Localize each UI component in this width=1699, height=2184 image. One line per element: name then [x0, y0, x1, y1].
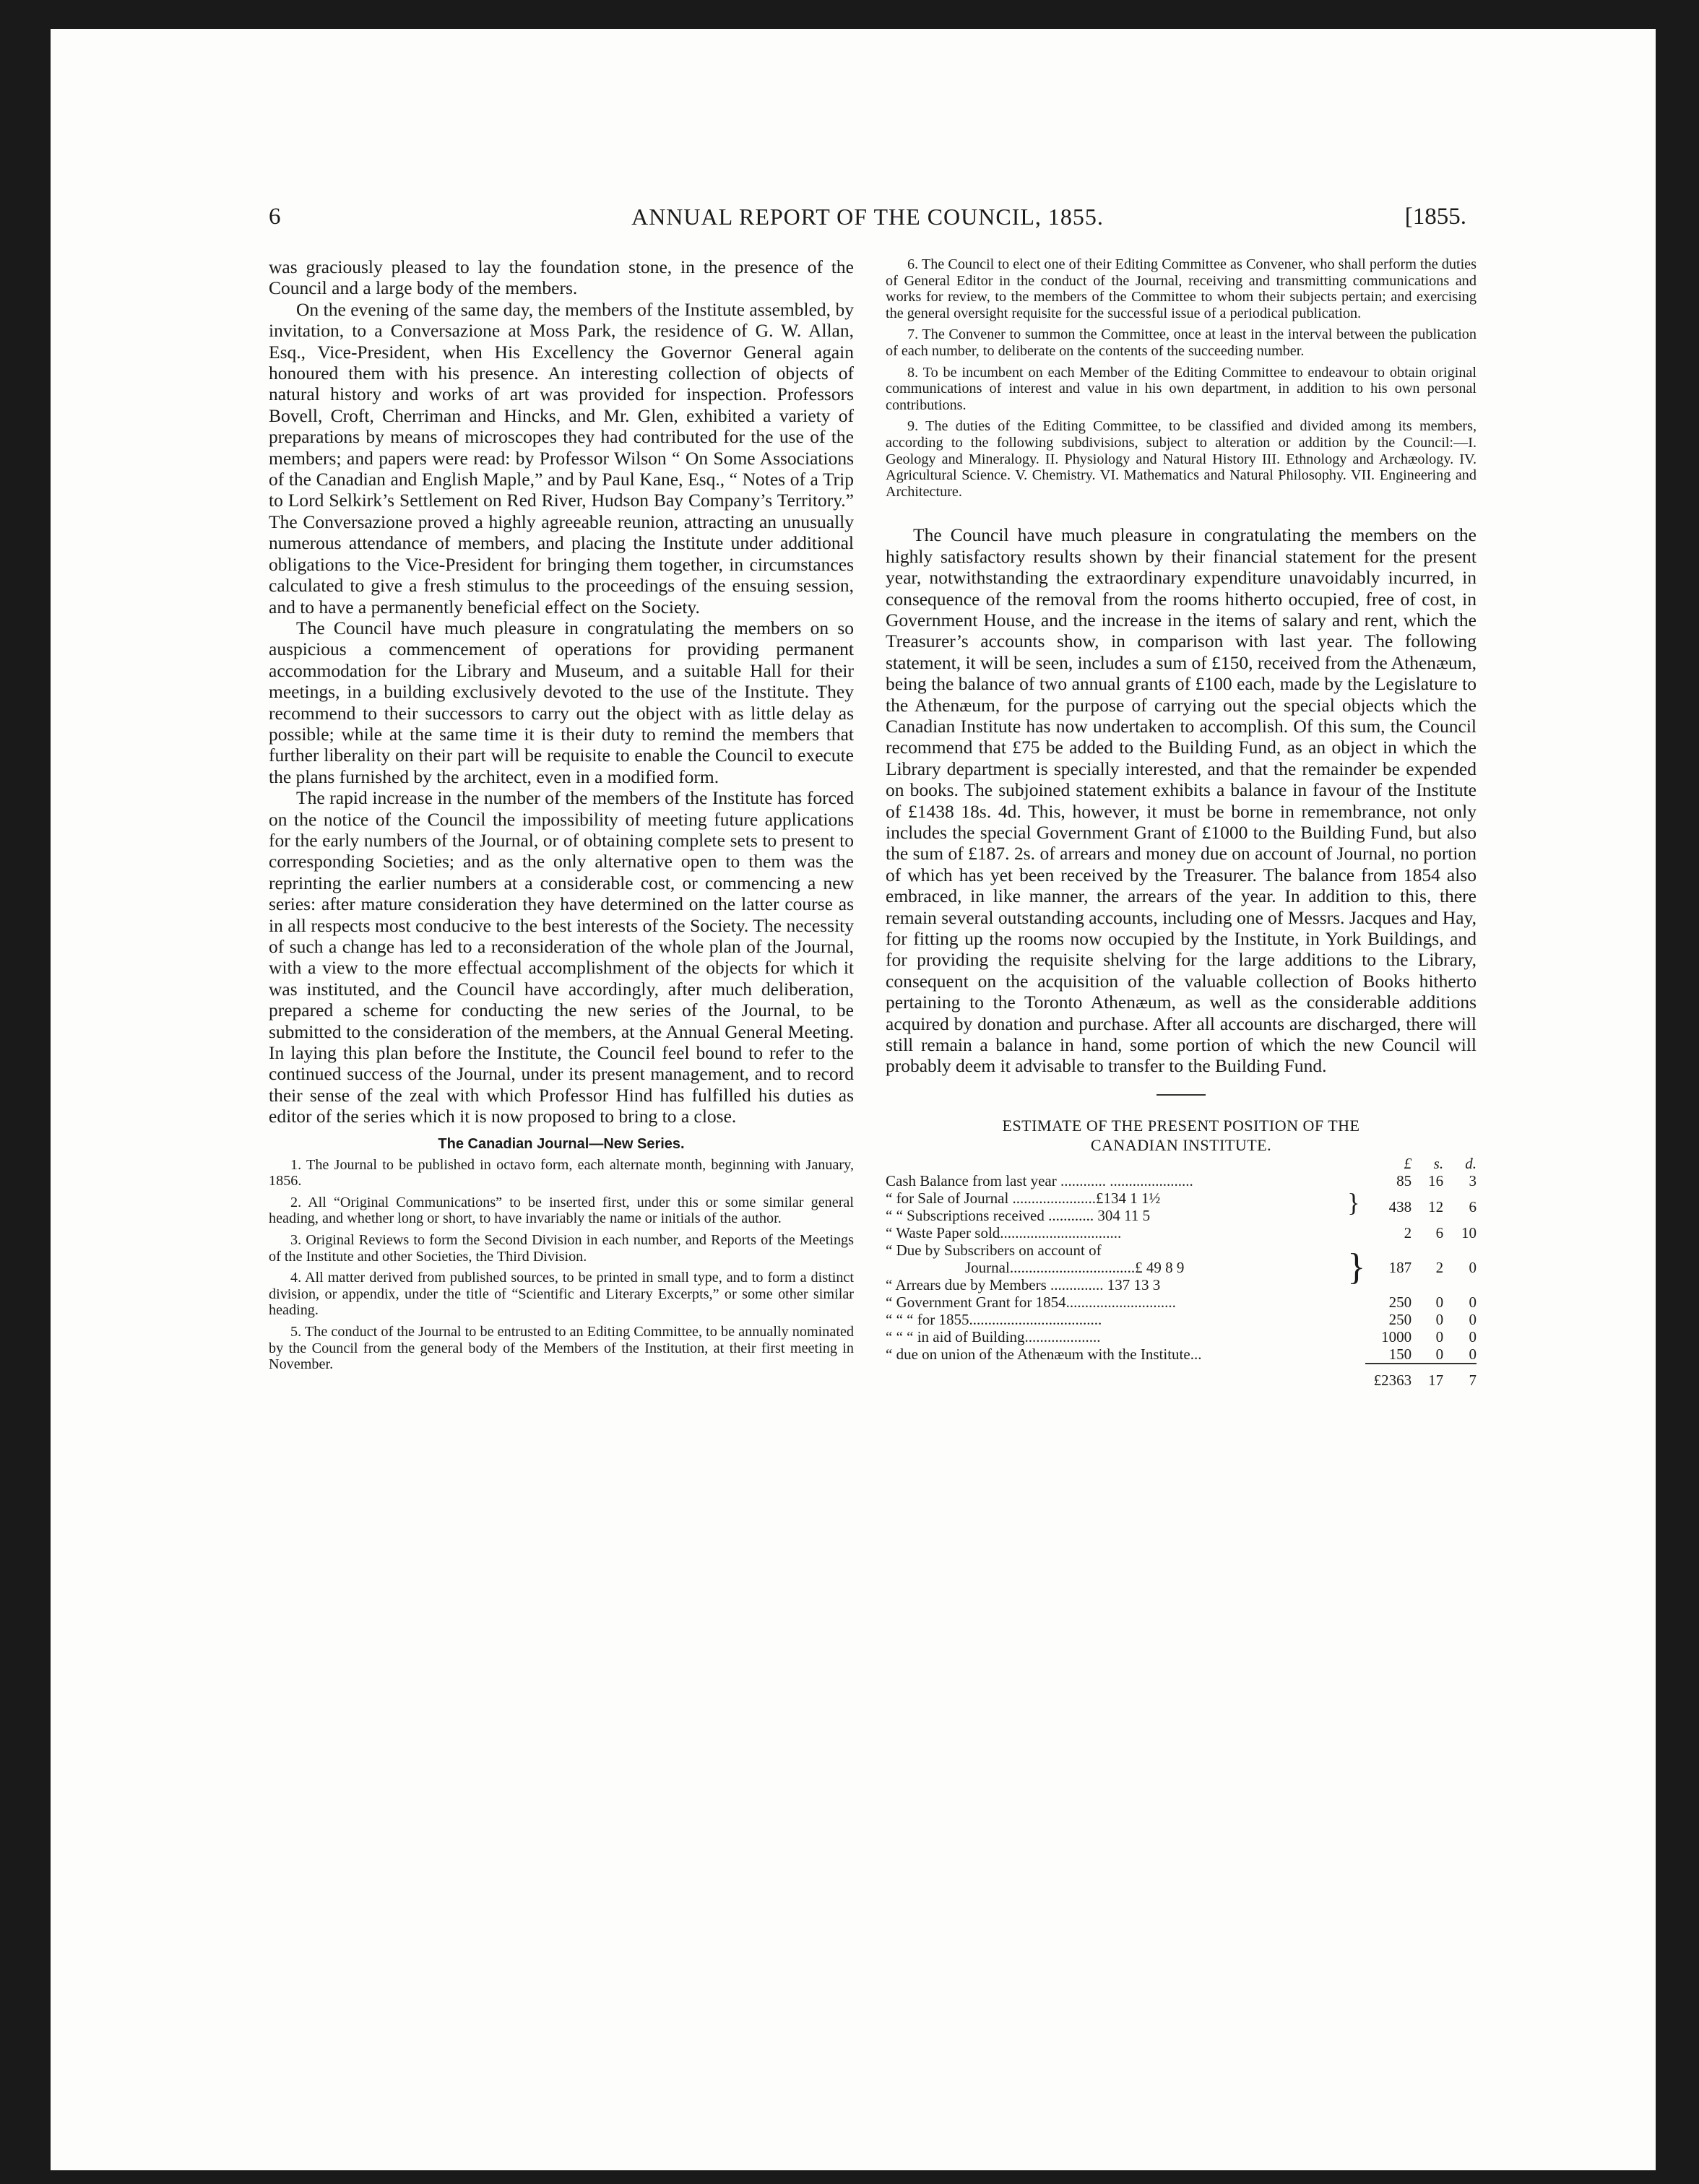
row-shillings: 0	[1435, 1293, 1444, 1311]
row-pounds: 2	[1404, 1223, 1412, 1242]
total-shillings: 17	[1411, 1364, 1443, 1389]
row-shillings: 0	[1435, 1345, 1444, 1363]
row-label: Cash Balance from last year ............ ......................	[886, 1171, 1193, 1190]
row-label: “ “ “ for 1855...................................	[886, 1310, 1102, 1328]
total-pounds: £2363	[1365, 1364, 1411, 1389]
table-row	[886, 1224, 1477, 1242]
left-column	[269, 256, 854, 1378]
journal-rule-8: 8. To be incumbent on each Member of the Editing Committee to endeavour to obtain original communications of interest and value in his own department, in addition to his own personal contributions.	[886, 364, 1477, 413]
row-pence: 0	[1469, 1310, 1477, 1328]
journal-rule-6: 6. The Council to elect one of their Editing Committee as Convener, who shall perform the duties of General Editor in the conduct of the Journal, receiving and transmitting communications and works for review, to the members of the Committee to whom their subjects pertain; and exercising the general oversight requisite for the successful issue of a periodical publication.	[886, 256, 1477, 321]
table-row	[886, 1346, 1477, 1364]
row-shillings: 0	[1435, 1310, 1444, 1328]
row-label: Journal.................................£ 49 8 9	[965, 1258, 1185, 1276]
row-pounds: 250	[1388, 1310, 1412, 1328]
journal-rule-1: 1. The Journal to be published in octavo form, each alternate month, beginning with January, 1856.	[269, 1156, 854, 1190]
total-pence: 7	[1443, 1364, 1477, 1389]
row-pence: 0	[1469, 1345, 1477, 1363]
right-column	[886, 256, 1477, 1389]
journal-rule-4: 4. All matter derived from published sources, to be printed in small type, and to form a distinct division, or appendix, under the title of “Scientific and Literary Excerpts,” or some other similar heading.	[269, 1270, 854, 1319]
estimate-title-line1: ESTIMATE OF THE PRESENT POSITION OF THE	[1002, 1116, 1360, 1135]
total-row	[886, 1364, 1477, 1389]
pence-column-header: d.	[1465, 1154, 1477, 1172]
estimate-title-line2: CANADIAN INSTITUTE.	[1090, 1135, 1272, 1154]
table-row	[886, 1311, 1477, 1328]
row-shillings: 16	[1428, 1171, 1444, 1190]
paragraph-conversazione: On the evening of the same day, the members of the Institute assembled, by invitation, to a Conversazione at Moss Park, the residence of G. W. Allan, Esq., Vice-President, when His Excellency the Governor General again honoured them with his presence. An interesting collection of objects of natural history and works of art was provided for inspection. Professors Bovell, Croft, Cherriman and Hincks, and Mr. Glen, exhibited a variety of preparations by means of microscopes they had contributed for the use of the members; and papers were read: by Professor Wilson “ On Some Associations of the Canadian and English Maple,” and by Paul Kane, Esq., “ Notes of a Trip to Lord Selkirk’s Settlement on Red River, Hudson Bay Company’s Territory.” The Conversazione proved a highly agreeable reunion, attracting an unusually numerous attendance of members, and placing the Institute under additional obligations to the Vice-President for bringing them together, in circumstances calculated to give a fresh stimulus to the proceedings of the ensuing session, and to have a permanently beneficial effect on the Society.	[269, 298, 854, 618]
journal-rule-5: 5. The conduct of the Journal to be entrusted to an Editing Committee, to be annually nominated by the Council from the general body of the Members of the Institution, at their first meeting in November.	[269, 1324, 854, 1373]
header-year: [1855.	[1404, 204, 1466, 230]
row-pence: 3	[1469, 1171, 1477, 1190]
row-pence: 10	[1461, 1223, 1477, 1242]
table-row	[886, 1294, 1477, 1311]
brace-glyph: }	[1347, 1246, 1366, 1288]
row-pence: 6	[1469, 1197, 1477, 1216]
row-pence: 0	[1469, 1327, 1477, 1346]
section-divider	[1157, 1094, 1206, 1096]
journal-new-series-heading: The Canadian Journal—New Series.	[438, 1135, 685, 1152]
pounds-column-header: £	[1404, 1154, 1412, 1172]
paragraph-foundation-stone: was graciously pleased to lay the foundation stone, in the presence of the Council and a large body of the members.	[269, 256, 854, 299]
paragraph-financial-statement: The Council have much pleasure in congratulating the members on the highly satisfactory results shown by their financial statement for the present year, notwithstanding the extraordinary expenditure unavoidably incurred, in consequence of the removal from the rooms hitherto occupied, free of cost, in Government House, and the increase in the items of salary and rent, which the Treasurer’s accounts show, in comparison with last year. The following statement, it will be seen, includes a sum of £150, received from the Athenæum, being the balance of two annual grants of £100 each, made by the Legislature to the Athenæum, for the purpose of carrying out the special objects which the Canadian Institute has now undertaken to accomplish. Of this sum, the Council recommend that £75 be added to the Building Fund, as an object in which the Library department is specially interested, and that the remainder be expended on books. The subjoined statement exhibits a balance in favour of the Institute of £1438 18s. 4d. This, however, it must be borne in remembrance, not only includes the special Government Grant of £1000 to the Building Fund, but also the sum of £187. 2s. of arrears and money due on account of Journal, no portion of which has yet been received by the Treasurer. The balance from 1854 also embraced, in like manner, the arrears of the year. In addition to this, there remain several outstanding accounts, including one of Messrs. Jacques and Hay, for fitting up the rooms now occupied by the Institute, in York Buildings, and for providing the requisite shelving for the large additions to the Library, consequent on the acquisition of the valuable collection of Books hitherto pertaining to the Toronto Athenæum, as well as the considerable additions acquired by donation and purchase. After all accounts are discharged, there will still remain a balance in hand, some portion of which the new Council will probably deem it advisable to transfer to the Building Fund.	[886, 524, 1477, 1077]
estimate-header-row	[886, 1155, 1477, 1172]
row-label: “ due on union of the Athenæum with the Institute...	[886, 1345, 1202, 1363]
brace-glyph: }	[1347, 1187, 1360, 1217]
estimate-table	[886, 1155, 1477, 1389]
page-title: ANNUAL REPORT OF THE COUNCIL, 1855.	[631, 204, 1104, 230]
row-shillings: 2	[1435, 1258, 1444, 1276]
row-pounds: 250	[1388, 1293, 1412, 1311]
table-row	[886, 1172, 1477, 1190]
row-pounds: 150	[1388, 1345, 1412, 1363]
row-label: “ “ Subscriptions received ............ 304 11 5	[886, 1206, 1151, 1224]
row-pounds: 187	[1388, 1258, 1412, 1276]
shillings-column-header: s.	[1433, 1154, 1444, 1172]
table-row	[886, 1328, 1477, 1346]
journal-rule-9: 9. The duties of the Editing Committee, to be classified and divided among its members, according to the following subdivisions, subject to alteration or addition by the Council:—I. Geology and Mineralogy. II. Physiology and Natural History III. Ethnology and Archæology. IV. Agricultural Science. V. Chemistry. VI. Mathematics and Natural Philosophy. VII. Engineering and Architecture.	[886, 418, 1477, 500]
row-label: “ “ “ in aid of Building....................	[886, 1327, 1101, 1346]
row-pounds: 1000	[1381, 1327, 1412, 1346]
journal-rule-3: 3. Original Reviews to form the Second Division in each number, and Reports of the Meetings of the Institute and other Societies, the Third Division.	[269, 1232, 854, 1265]
row-label: “ Due by Subscribers on account of	[886, 1241, 1102, 1259]
journal-rule-2: 2. All “Original Communications” to be inserted first, under this or some similar general heading, and whether long or short, to have invariably the name or initials of the author.	[269, 1194, 854, 1227]
journal-rule-7: 7. The Convener to summon the Committee, once at least in the interval between the publication of each number, to deliberate on the contents of the succeeding number.	[886, 326, 1477, 359]
table-row	[886, 1190, 1477, 1207]
row-pounds: 85	[1396, 1171, 1412, 1190]
page-number: 6	[269, 204, 281, 230]
row-pence: 0	[1469, 1293, 1477, 1311]
row-pounds: 438	[1388, 1197, 1412, 1216]
table-row	[886, 1242, 1477, 1259]
row-label: “ Government Grant for 1854.............................	[886, 1293, 1176, 1311]
paragraph-congratulation: The Council have much pleasure in congratulating the members on so auspicious a commencement of operations for providing permanent accommodation for the Library and Museum, and a suitable Hall for their meetings, in a building exclusively devoted to the use of the Institute. They recommend to their successors to carry out the object with as little delay as possible; while at the same time it is their duty to remind the members that further liberality on their part will be requisite to enable the Council to execute the plans furnished by the architect, even in a modified form.	[269, 617, 854, 787]
row-shillings: 0	[1435, 1327, 1444, 1346]
running-header	[269, 204, 1466, 235]
row-label: “ Waste Paper sold................................	[886, 1223, 1122, 1242]
paragraph-journal-series: The rapid increase in the number of the members of the Institute has forced on the notice of the Council the impossibility of meeting future applications for the early numbers of the Journal, or of obtaining complete sets to present to corresponding Societies; and as the only alternative open to them was the reprinting the earlier numbers at a considerable cost, or commencing a new series: after mature consideration they have determined on the latter course as in all respects most conducive to the best interests of the Society. The necessity of such a change has led to a reconsideration of the whole plan of the Journal, with a view to the more effectual accomplishment of the objects for which it was instituted, and the Council have accordingly, after much deliberation, prepared a scheme for conducting the new series of the Journal, to be submitted to the consideration of the members, at the Annual General Meeting. In laying this plan before the Institute, the Council feel bound to refer to the continued success of the Journal, under its present management, and to record their sense of the zeal with which Professor Hind has fulfilled his duties as editor of the series which it is now proposed to bring to a close.	[269, 787, 854, 1127]
row-shillings: 6	[1435, 1223, 1444, 1242]
row-shillings: 12	[1428, 1197, 1444, 1216]
row-label: “ Arrears due by Members .............. 137 13 3	[886, 1275, 1161, 1294]
row-pence: 0	[1469, 1258, 1477, 1276]
row-label: “ for Sale of Journal ......................£134 1 1½	[886, 1189, 1161, 1207]
